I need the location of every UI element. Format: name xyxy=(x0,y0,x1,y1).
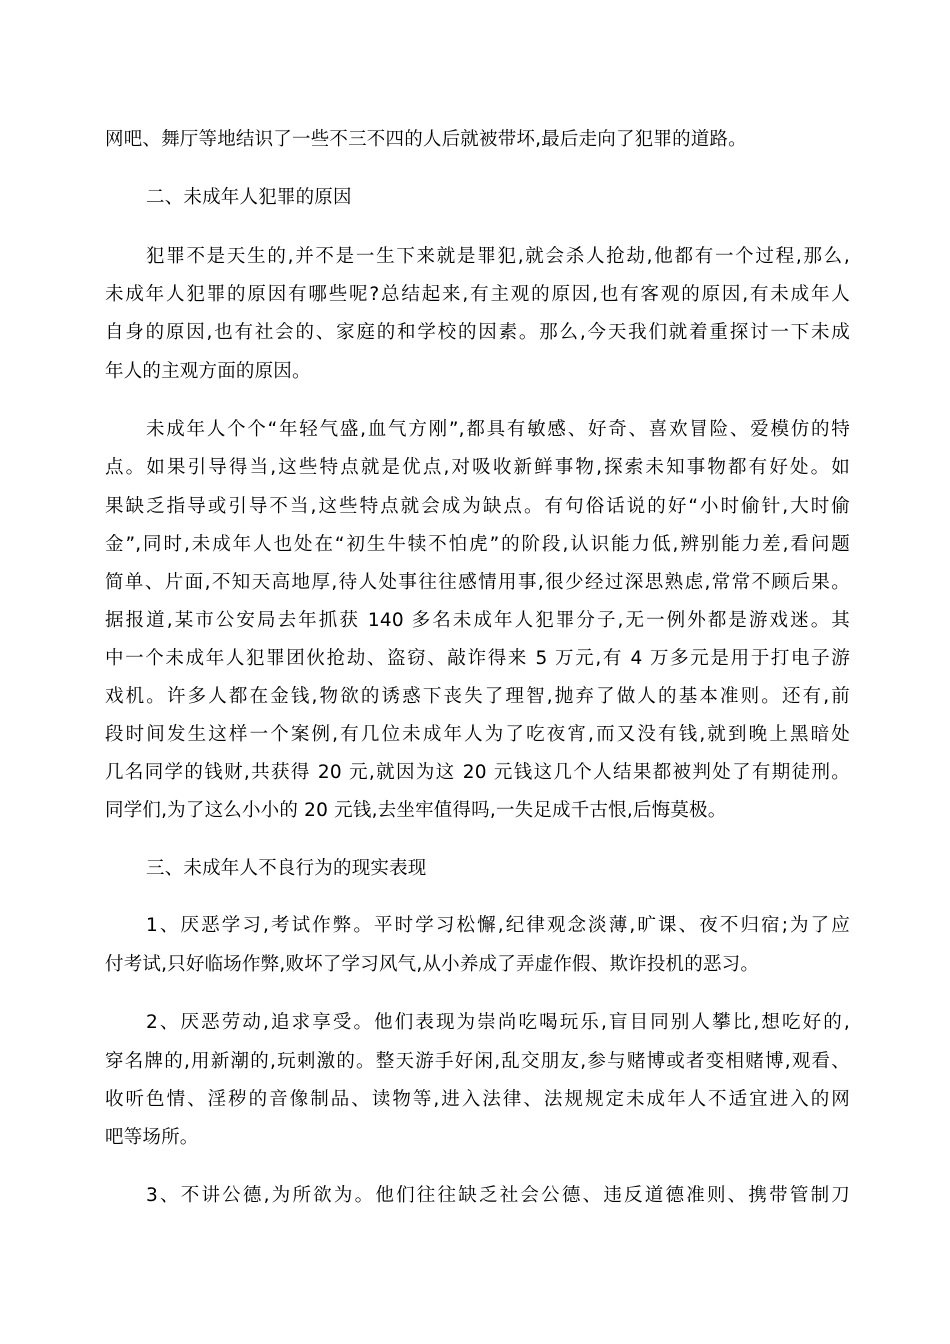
text-line: 穿名牌的,用新潮的,玩刺激的。整天游手好闲,乱交朋友,参与赌博或者变相赌博,观看、 xyxy=(105,1051,850,1072)
text-line: 未成年人犯罪的原因有哪些呢?总结起来,有主观的原因,也有客观的原因,有未成年人 xyxy=(105,284,850,305)
text-line: 付考试,只好临场作弊,败坏了学习风气,从小养成了弄虚作假、欺诈投机的恶习。 xyxy=(105,954,760,975)
text-line: 据报道,某市公安局去年抓获 140 多名未成年人犯罪分子,无一例外都是游戏迷。其 xyxy=(105,610,850,631)
text-line: 果缺乏指导或引导不当,这些特点就会成为缺点。有句俗话说的好“小时偷针,大时偷 xyxy=(105,496,850,517)
text-line: 3、不讲公德,为所欲为。他们往往缺乏社会公德、违反道德准则、携带管制刀 xyxy=(146,1185,850,1206)
text-line: 犯罪不是天生的,并不是一生下来就是罪犯,就会杀人抢劫,他都有一个过程,那么, xyxy=(146,246,850,267)
text-line: 自身的原因,也有社会的、家庭的和学校的因素。那么,今天我们就着重探讨一下未成 xyxy=(105,322,850,343)
text-line: 简单、片面,不知天高地厚,待人处事往往感情用事,很少经过深思熟虑,常常不顾后果。 xyxy=(105,572,850,593)
text-line: 金”,同时,未成年人也处在“初生牛犊不怕虎”的阶段,认识能力低,辨别能力差,看问题 xyxy=(105,534,850,555)
text-line: 点。如果引导得当,这些特点就是优点,对吸收新鲜事物,探索未知事物都有好处。如 xyxy=(105,457,850,478)
text-line: 中一个未成年人犯罪团伙抢劫、盗窃、敲诈得来 5 万元,有 4 万多元是用于打电子游 xyxy=(105,648,850,669)
text-line: 戏机。许多人都在金钱,物欲的诱惑下丧失了理智,抛弃了做人的基本准则。还有,前 xyxy=(105,686,850,707)
text-line: 几名同学的钱财,共获得 20 元,就因为这 20 元钱这几个人结果都被判处了有期徒刑。 xyxy=(105,762,850,783)
text-line: 1、厌恶学习,考试作弊。平时学习松懈,纪律观念淡薄,旷课、夜不归宿;为了应 xyxy=(146,915,850,936)
section-heading: 三、未成年人不良行为的现实表现 xyxy=(146,858,427,879)
text-line: 收听色情、淫秽的音像制品、读物等,进入法律、法规规定未成年人不适宜进入的网 xyxy=(105,1089,850,1110)
text-line: 吧等场所。 xyxy=(105,1127,199,1148)
text-line: 2、厌恶劳动,追求享受。他们表现为崇尚吃喝玩乐,盲目同别人攀比,想吃好的, xyxy=(146,1012,850,1033)
text-line: 年人的主观方面的原因。 xyxy=(105,361,311,382)
section-heading: 二、未成年人犯罪的原因 xyxy=(146,187,352,208)
text-line: 网吧、舞厅等地结识了一些不三不四的人后就被带坏,最后走向了犯罪的道路。 xyxy=(105,129,747,150)
text-line: 段时间发生这样一个案例,有几位未成年人为了吃夜宵,而又没有钱,就到晚上黑暗处 xyxy=(105,724,850,745)
text-line: 同学们,为了这么小小的 20 元钱,去坐牢值得吗,一失足成千古恨,后悔莫极。 xyxy=(105,800,727,821)
text-line: 未成年人个个“年轻气盛,血气方刚”,都具有敏感、好奇、喜欢冒险、爱模仿的特 xyxy=(146,419,850,440)
